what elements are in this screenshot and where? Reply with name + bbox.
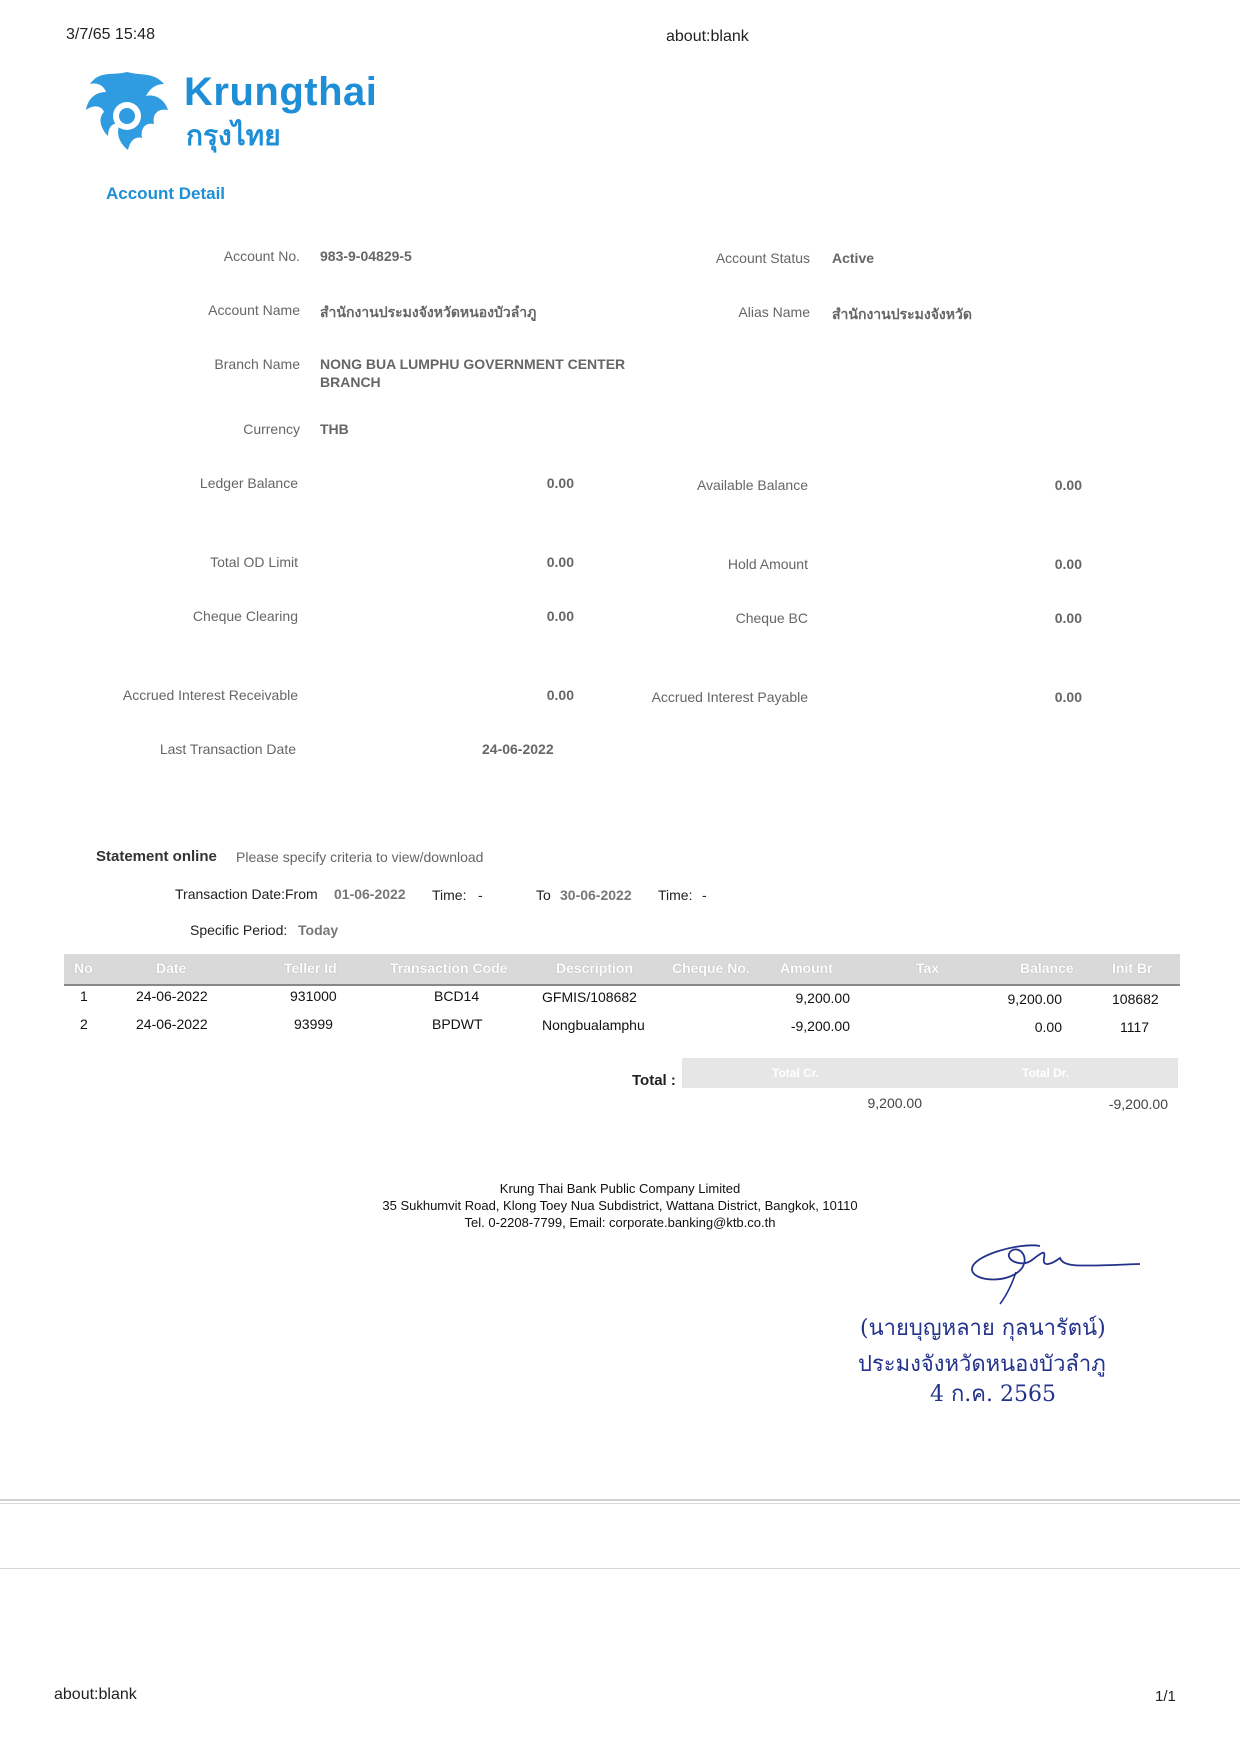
row-no: 2 (80, 1016, 88, 1032)
row-init-br: 1117 (1120, 1019, 1150, 1035)
row-transaction-code: BCD14 (434, 988, 480, 1004)
cheque-bc-value: 0.00 (1054, 610, 1082, 626)
cheque-clearing-label: Cheque Clearing (192, 608, 298, 624)
section-title-account-detail: Account Detail (106, 184, 226, 203)
col-header-transaction-code: Transaction Code (390, 960, 508, 976)
row-teller-id: 93999 (294, 1016, 333, 1032)
cheque-clearing-value: 0.00 (546, 608, 574, 624)
col-header-description: Description (556, 960, 634, 976)
branch-name-line1: NONG BUA LUMPHU GOVERNMENT CENTER (320, 356, 626, 372)
col-header-init-br: Init Br (1112, 960, 1153, 976)
total-header-bar (682, 1058, 1178, 1088)
from-time-label: Time: (432, 887, 467, 903)
branch-name-line2: BRANCH (320, 374, 381, 390)
row-amount: -9,200.00 (790, 1018, 850, 1034)
page-number: 1/1 (1155, 1688, 1176, 1705)
signer-name: (นายบุญหลาย กุลนารัตน์) (860, 1316, 1106, 1341)
od-limit-label: Total OD Limit (210, 554, 298, 570)
signature-icon (960, 1238, 1160, 1308)
row-teller-id: 931000 (290, 988, 337, 1004)
accrued-interest-receivable-value: 0.00 (546, 687, 574, 703)
hold-amount-label: Hold Amount (727, 556, 808, 572)
bank-footer-info (330, 1180, 910, 1231)
row-init-br: 108682 (1112, 991, 1159, 1007)
available-balance-value: 0.00 (1054, 477, 1082, 493)
col-header-date: Date (156, 960, 187, 976)
page-divider (0, 1503, 1240, 1504)
total-dr-label: Total Dr. (1022, 1066, 1070, 1080)
logo-text-en: Krungthai (184, 70, 378, 114)
col-header-balance: Balance (1020, 960, 1074, 976)
specific-period-label: Specific Period: (190, 922, 288, 938)
account-no-label: Account No. (223, 248, 300, 264)
row-description: Nongbualamphu (542, 1017, 645, 1033)
account-name-value: สำนักงานประมงจังหวัดหนองบัวลำภู (320, 304, 537, 320)
row-no: 1 (80, 988, 88, 1004)
col-header-no: No (74, 960, 93, 976)
row-description: GFMIS/108682 (542, 989, 637, 1005)
ledger-balance-label: Ledger Balance (199, 475, 298, 491)
col-header-cheque-no: Cheque No. (672, 960, 750, 976)
account-status-label: Account Status (715, 250, 810, 266)
accrued-interest-receivable-label: Accrued Interest Receivable (122, 687, 298, 703)
branch-name-label: Branch Name (214, 356, 300, 372)
od-limit-value: 0.00 (546, 554, 574, 570)
ledger-balance-value: 0.00 (546, 475, 574, 491)
page-divider (0, 1568, 1240, 1569)
row-transaction-code: BPDWT (432, 1016, 483, 1032)
from-date-value[interactable]: 01-06-2022 (334, 886, 406, 902)
table-row (64, 1012, 1180, 1038)
print-url: about:blank (666, 28, 749, 45)
table-row (64, 984, 1180, 1010)
transaction-date-from-label: Transaction Date:From (175, 886, 318, 902)
signer-title: ประมงจังหวัดหนองบัวลำภู (858, 1352, 1106, 1377)
last-transaction-date-label: Last Transaction Date (159, 741, 296, 757)
row-date: 24-06-2022 (136, 1016, 208, 1032)
logo-text-th: กรุงไทย (186, 120, 281, 151)
krungthai-garuda-logo-icon (82, 66, 172, 156)
available-balance-label: Available Balance (696, 477, 808, 493)
statement-online-title: Statement online (96, 848, 217, 865)
bank-address: 35 Sukhumvit Road, Klong Toey Nua Subdistrict, Wattana District, Bangkok, 10110 (382, 1198, 858, 1213)
account-no-value: 983-9-04829-5 (320, 248, 412, 264)
from-time-value[interactable]: - (478, 887, 483, 903)
alias-name-value: สำนักงานประมงจังหวัด (832, 306, 972, 322)
row-date: 24-06-2022 (136, 988, 208, 1004)
account-name-label: Account Name (208, 302, 300, 318)
alias-name-label: Alias Name (738, 304, 810, 320)
to-label: To (536, 887, 551, 903)
to-time-value[interactable]: - (702, 887, 707, 903)
specific-period-value[interactable]: Today (298, 922, 339, 938)
total-label: Total : (632, 1072, 676, 1089)
accrued-interest-payable-value: 0.00 (1054, 689, 1082, 705)
row-balance: 0.00 (1034, 1019, 1062, 1035)
col-header-teller-id: Teller Id (284, 960, 337, 976)
transaction-table-header (64, 954, 1180, 986)
total-cr-label: Total Cr. (772, 1066, 820, 1080)
total-dr-value: -9,200.00 (1108, 1096, 1168, 1112)
col-header-amount: Amount (780, 960, 833, 976)
col-header-tax: Tax (916, 960, 940, 976)
total-cr-value: 9,200.00 (867, 1095, 922, 1111)
stamp-date: 4 ก.ค. 2565 (930, 1382, 1056, 1407)
accrued-interest-payable-label: Accrued Interest Payable (651, 689, 808, 705)
account-status-value: Active (832, 250, 875, 266)
footer-url: about:blank (54, 1686, 137, 1703)
bank-contact: Tel. 0-2208-7799, Email: corporate.banking@ktb.co.th (464, 1215, 776, 1230)
bank-name: Krung Thai Bank Public Company Limited (499, 1181, 741, 1196)
print-datetime: 3/7/65 15:48 (66, 26, 155, 43)
row-balance: 9,200.00 (1007, 991, 1062, 1007)
currency-value: THB (320, 421, 349, 437)
row-amount: 9,200.00 (795, 990, 850, 1006)
page-divider (0, 1499, 1240, 1501)
last-transaction-date-value: 24-06-2022 (482, 741, 554, 757)
currency-label: Currency (243, 421, 300, 437)
cheque-bc-label: Cheque BC (735, 610, 808, 626)
to-date-value[interactable]: 30-06-2022 (560, 887, 632, 903)
statement-hint: Please specify criteria to view/download (236, 849, 484, 865)
hold-amount-value: 0.00 (1054, 556, 1082, 572)
to-time-label: Time: (658, 887, 693, 903)
